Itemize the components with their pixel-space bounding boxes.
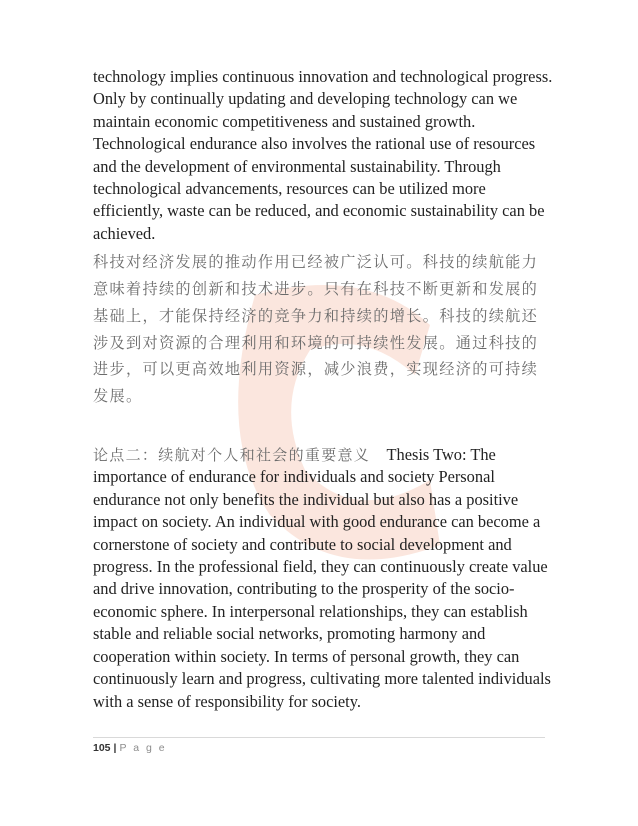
page-label: P a g e	[119, 742, 167, 754]
page-number: 105	[93, 742, 111, 754]
page-footer	[93, 742, 167, 754]
footer-divider	[93, 737, 545, 738]
footer-separator: |	[113, 742, 117, 754]
thesis-two-english-text: Thesis Two: The importance of endurance for individuals and society Personal endurance not only benefits the individual but also has a positive impact on society. An individual with good endurance can become a cornerstone of society and contribute to social development and progress. In the professional field, they can continuously create value and drive innovation, contributing to the prosperity of the socio-economic sphere. In interpersonal relationships, they can establish stable and reliable social networks, promoting harmony and cooperation within society. In terms of personal growth, they can continuously learn and progress, cultivating more talented individuals with a sense of responsibility for society.	[93, 445, 551, 711]
page-content	[93, 66, 553, 713]
thesis-two-chinese-heading: 论点二：续航对个人和社会的重要意义	[93, 446, 371, 465]
thesis-two-paragraph	[93, 444, 553, 713]
chinese-paragraph-technology: 科技对经济发展的推动作用已经被广泛认可。科技的续航能力意味着持续的创新和技术进步。只有在科技不断更新和发展的基础上，才能保持经济的竞争力和持续的增长。科技的续航还涉及到对资源的合理利用和环境的可持续性发展。通过科技的进步，可以更高效地利用资源，减少浪费，实现经济的可持续发展。	[93, 253, 539, 406]
english-paragraph-technology: technology implies continuous innovation and technological progress. Only by continually updating and developing technology can we maintain economic competitiveness and sustained growth. Technological endurance also involves the rational use of resources and the development of environmental sustainability. Through technological advancements, resources can be utilized more efficiently, waste can be reduced, and economic sustainability can be achieved.	[93, 67, 553, 243]
